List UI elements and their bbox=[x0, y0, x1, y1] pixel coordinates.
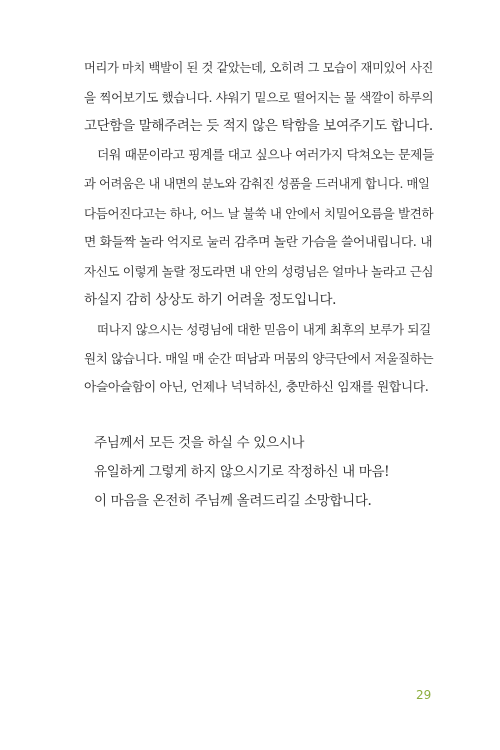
text-line: 더워 때문이라고 핑계를 대고 싶으나 여러가지 닥쳐오는 문제들 bbox=[97, 148, 434, 163]
text-line: 다듬어진다고는 하나, 어느 날 불쑥 내 안에서 치밀어오름을 발견하 bbox=[84, 206, 434, 221]
body-text bbox=[84, 54, 434, 516]
text-line: 하실지 감히 상상도 하기 어려울 정도입니다. bbox=[84, 292, 337, 308]
verse-line: 주님께서 모든 것을 하실 수 있으시나 bbox=[94, 435, 305, 451]
text-line: 아슬아슬함이 아닌, 언제나 넉넉하신, 충만하신 임재를 원합니다. bbox=[84, 380, 429, 395]
text-line: 을 찍어보기도 했습니다. 샤워기 밑으로 떨어지는 물 색깔이 하루의 bbox=[84, 90, 434, 105]
text-line: 머리가 마치 백발이 된 것 같았는데, 오히려 그 모습이 재미있어 사진 bbox=[84, 61, 434, 75]
page-number: 29 bbox=[416, 688, 432, 702]
text-line: 원치 않습니다. 매일 매 순간 떠남과 머뭄의 양극단에서 저울질하는 bbox=[84, 351, 434, 366]
verse-block bbox=[84, 429, 434, 516]
text-line: 면 화들짝 놀라 억지로 눌러 감추며 놀란 가슴을 쓸어내립니다. 내 bbox=[84, 235, 433, 250]
text-line: 과 어려움은 내 내면의 분노와 감춰진 성품을 드러내게 합니다. 매일 bbox=[84, 177, 430, 191]
spacer bbox=[84, 402, 434, 429]
paragraph-3 bbox=[84, 315, 434, 402]
paragraph-1 bbox=[84, 54, 434, 141]
text-line: 고단함을 말해주려는 듯 적지 않은 탁함을 보여주기도 합니다. bbox=[84, 118, 433, 134]
verse-line: 유일하게 그렇게 하지 않으시기로 작정하신 내 마음! bbox=[94, 464, 390, 480]
paragraph-2 bbox=[84, 141, 434, 315]
verse-line: 이 마음을 온전히 주님께 올려드리길 소망합니다. bbox=[94, 493, 372, 509]
text-line: 떠나지 않으시는 성령님에 대한 믿음이 내게 최후의 보루가 되길 bbox=[97, 322, 431, 337]
text-line: 자신도 이렇게 놀랄 정도라면 내 안의 성령님은 얼마나 놀라고 근심 bbox=[84, 264, 434, 279]
